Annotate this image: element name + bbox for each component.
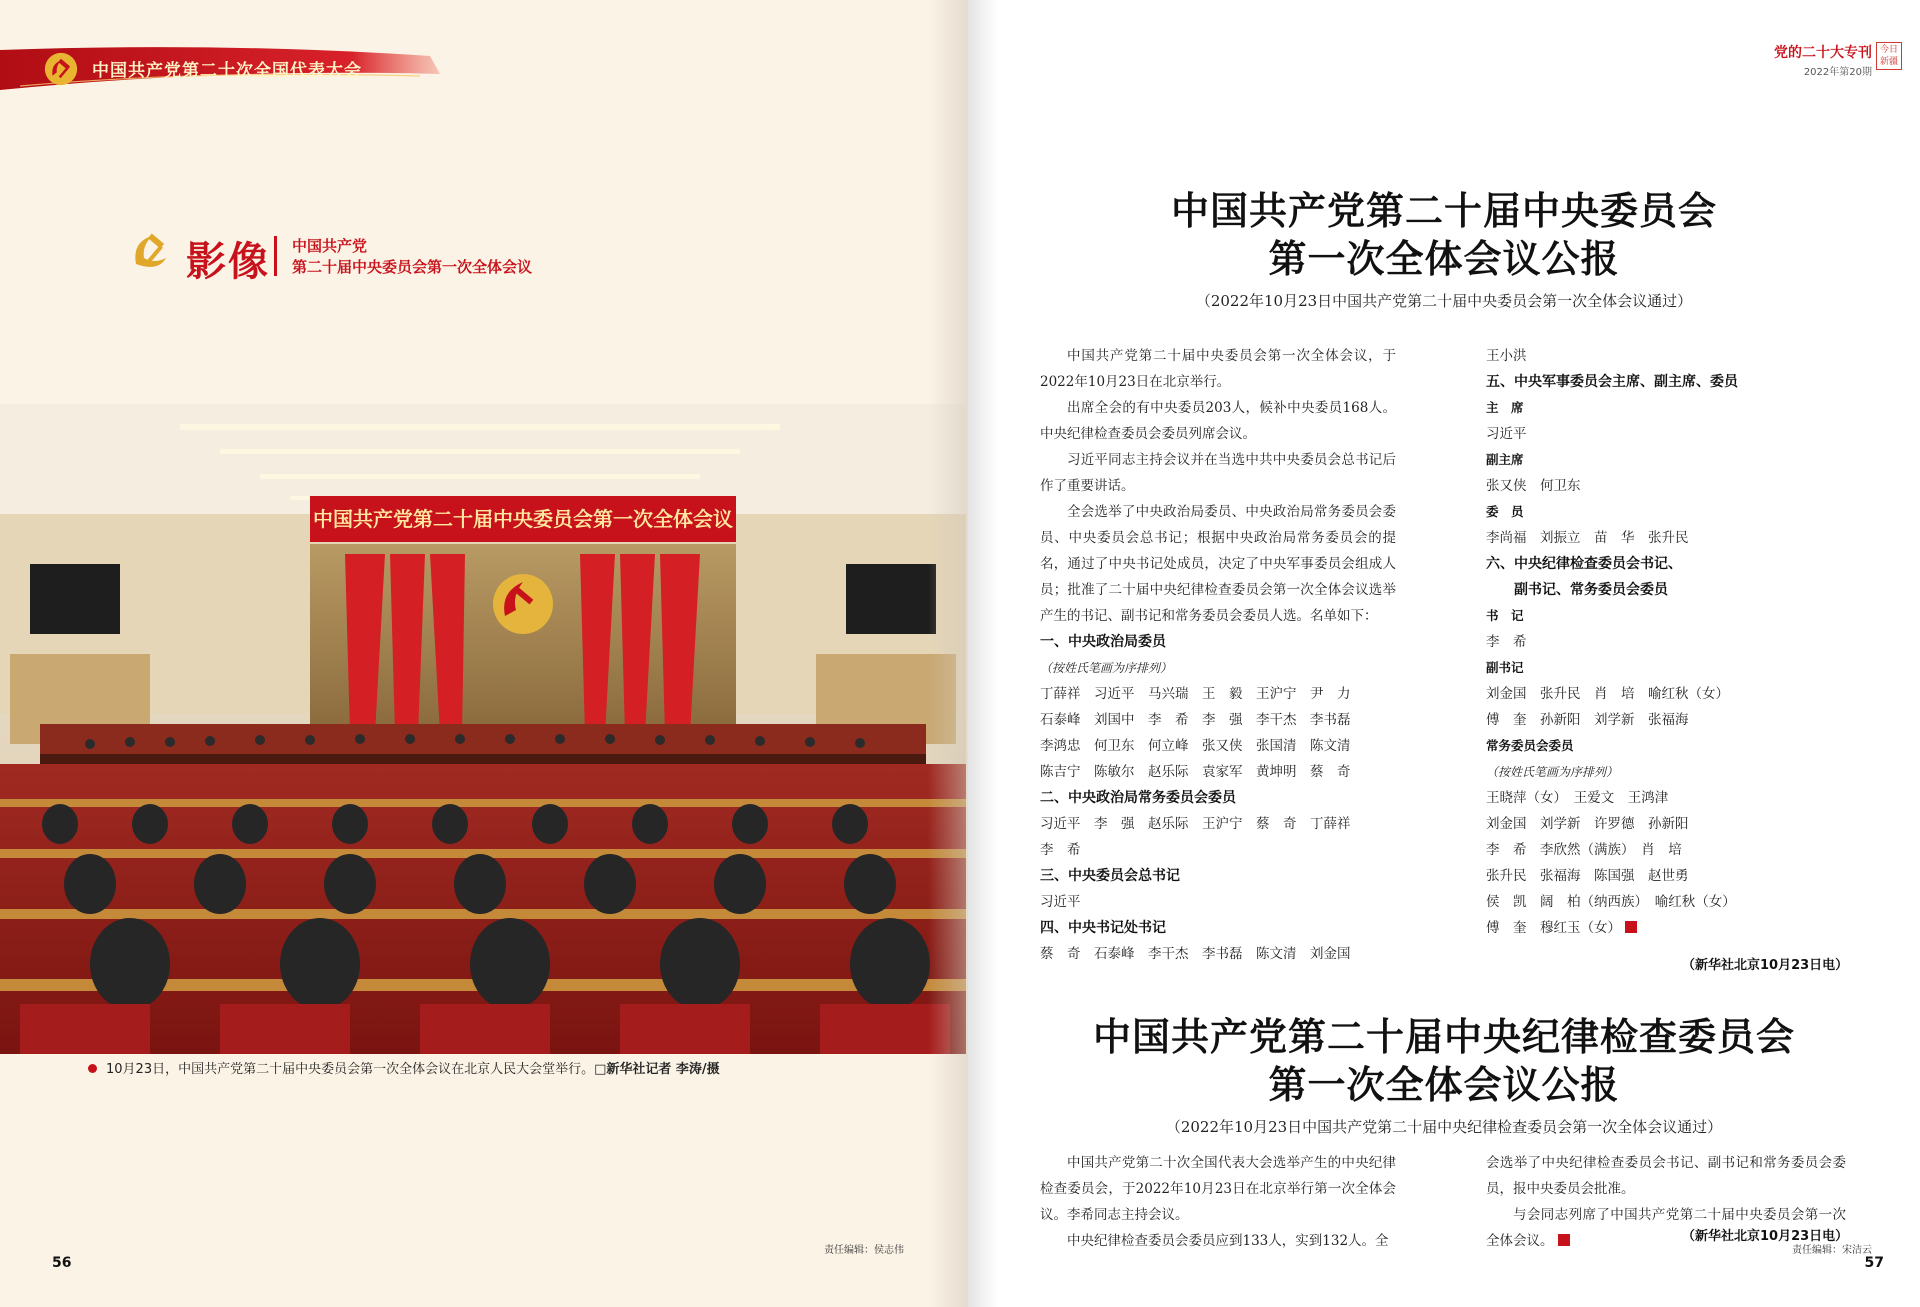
doc1-subheading: 常务委员会委员	[1486, 738, 1574, 753]
header-brand-title: 党的二十大专刊	[1774, 45, 1872, 61]
right-editor-credit: 责任编辑：宋洁云	[1792, 1245, 1872, 1256]
doc1-last-name-row: 傅 奎 穆红玉（女）	[1486, 920, 1621, 936]
hammer-sickle-icon	[128, 228, 176, 276]
doc1-name-row: 李 希 李欣然（满族） 肖 培	[1486, 842, 1682, 858]
doc1-dateline: （新华社北京10月23日电）	[1682, 958, 1849, 973]
plenary-session-photo	[0, 404, 966, 1054]
doc2-paragraph-text: 与会同志列席了中国共产党第二十届中央委员会第一次全体会议。	[1486, 1207, 1846, 1249]
caption-credit: □新华社记者 李涛/摄	[594, 1062, 720, 1077]
end-mark-icon	[1625, 921, 1637, 933]
left-editor-credit: 责任编辑：侯志伟	[824, 1245, 904, 1256]
party-emblem-icon	[44, 52, 78, 86]
doc1-subheading: 书 记	[1486, 608, 1524, 623]
doc1-adoption-note: （2022年10月23日中国共产党第二十届中央委员会第一次全体会议通过）	[1195, 292, 1693, 310]
doc1-heading: 三、中央委员会总书记	[1040, 868, 1180, 884]
doc1-name-row: 傅 奎 孙新阳 刘学新 张福海	[1486, 712, 1689, 728]
doc1-column-left	[1040, 343, 1396, 967]
doc1-name-row: 侯 凯 阔 柏（纳西族） 喻红秋（女）	[1486, 894, 1736, 910]
right-page-number: 57	[1864, 1255, 1884, 1271]
doc1-title-line1: 中国共产党第二十届中央委员会	[1170, 189, 1717, 233]
header-brand	[1774, 42, 1872, 78]
doc1-name-row: 习近平 李 强 赵乐际 王沪宁 蔡 奇 丁薛祥	[1040, 816, 1351, 832]
doc1-name-row: 蔡 奇 石泰峰 李干杰 李书磊 陈文清 刘金国	[1040, 946, 1351, 962]
section-subtitle-1: 中国共产党	[292, 237, 368, 255]
end-mark-icon	[1558, 1234, 1570, 1246]
doc1-name-row: 刘金国 张升民 肖 培 喻红秋（女）	[1486, 686, 1729, 702]
doc1-heading: 一、中央政治局委员	[1040, 634, 1166, 650]
doc2-column-left	[1040, 1150, 1396, 1254]
caption-bullet	[88, 1064, 97, 1073]
doc1-name-row: 李鸿忠 何卫东 何立峰 张又侠 张国清 陈文清	[1040, 738, 1351, 754]
doc1-name-row: 王晓萍（女） 王爱文 王鸿津	[1486, 790, 1669, 806]
doc1-name-row: 王小洪	[1486, 348, 1527, 364]
doc2-dateline: （新华社北京10月23日电）	[1682, 1229, 1849, 1244]
doc1-name-row: 李尚福 刘振立 苗 华 张升民	[1486, 530, 1689, 546]
doc1-subheading: 主 席	[1486, 400, 1524, 415]
doc1-heading: 六、中央纪律检查委员会书记、	[1486, 556, 1682, 572]
photo-banner-text: 中国共产党第二十届中央委员会第一次全体会议	[313, 507, 733, 531]
doc1-name-row: 习近平	[1486, 426, 1527, 442]
doc1-name-row: 陈吉宁 陈敏尔 赵乐际 袁家军 黄坤明 蔡 奇	[1040, 764, 1351, 780]
doc1-subheading: 副书记	[1486, 660, 1524, 675]
doc1-heading: 五、中央军事委员会主席、副主席、委员	[1486, 374, 1738, 390]
doc1-name-row: 李 希	[1040, 842, 1081, 858]
doc2-adoption-note: （2022年10月23日中国共产党第二十届中央纪律检查委员会第一次全体会议通过）	[1165, 1118, 1723, 1136]
doc1-column-right	[1486, 343, 1846, 941]
doc1-name-row: 刘金国 刘学新 许罗德 孙新阳	[1486, 816, 1689, 832]
doc1-order-note: （按姓氏笔画为序排列）	[1486, 765, 1619, 779]
doc1-paragraph: 出席全会的有中央委员203人，候补中央委员168人。中央纪律检查委员会委员列席会议。	[1040, 400, 1396, 442]
section-subtitle-2: 第二十届中央委员会第一次全体会议	[292, 258, 533, 276]
left-page-number: 56	[52, 1255, 72, 1271]
doc1-subheading: 委 员	[1486, 504, 1524, 519]
doc2-title-line2: 第一次全体会议公报	[1268, 1063, 1620, 1107]
doc1-heading: 二、中央政治局常务委员会委员	[1040, 790, 1236, 806]
doc1-name-row: 张升民 张福海 陈国强 赵世勇	[1486, 868, 1689, 884]
section-title: 影像	[186, 239, 270, 285]
doc2-paragraph: 中央纪律检查委员会委员应到133人，实到132人。全	[1067, 1233, 1389, 1249]
doc1-name-row: 石泰峰 刘国中 李 希 李 强 李干杰 李书磊	[1040, 712, 1351, 728]
right-page	[968, 0, 1920, 1307]
hall-illustration	[0, 404, 966, 1054]
doc1-order-note: （按姓氏笔画为序排列）	[1040, 661, 1173, 675]
doc1-paragraph: 全会选举了中央政治局委员、中央政治局常务委员会委员、中央委员会总书记；根据中央政治局常务委员会的提名，通过了中央书记处成员，决定了中央军事委员会组成人员；批准了二十届中央纪律检查委员会第一次全体会议选举产生的书记、副书记和常务委员会委员人选。名单如下：	[1040, 504, 1396, 624]
doc2-paragraph: 中国共产党第二十次全国代表大会选举产生的中央纪律检查委员会，于2022年10月23日在北京举行第一次全体会议。李希同志主持会议。	[1040, 1155, 1396, 1223]
doc1-name-row: 张又侠 何卫东	[1486, 478, 1581, 494]
doc1-name-row: 李 希	[1486, 634, 1527, 650]
doc1-heading: 副书记、常务委员会委员	[1514, 582, 1668, 598]
caption-text: 10月23日，中国共产党第二十届中央委员会第一次全体会议在北京人民大会堂举行。	[106, 1062, 595, 1077]
header-issue: 2022年第20期	[1803, 67, 1872, 78]
section-divider	[274, 236, 277, 276]
doc1-heading: 四、中央书记处书记	[1040, 920, 1166, 936]
magazine-logo: 今日新疆	[1876, 42, 1902, 70]
doc1-paragraph: 习近平同志主持会议并在当选中共中央委员会总书记后作了重要讲话。	[1040, 452, 1396, 494]
doc1-paragraph: 中国共产党第二十届中央委员会第一次全体会议，于2022年10月23日在北京举行。	[1040, 348, 1396, 390]
doc1-name-row	[1486, 915, 1846, 941]
doc2-paragraph: 会选举了中央纪律检查委员会书记、副书记和常务委员会委员，报中央委员会批准。	[1486, 1155, 1846, 1197]
photo-caption	[106, 1058, 720, 1077]
doc1-title-line2: 第一次全体会议公报	[1268, 237, 1620, 281]
doc1-name-row: 习近平	[1040, 894, 1081, 910]
doc1-name-row: 丁薛祥 习近平 马兴瑞 王 毅 王沪宁 尹 力	[1040, 686, 1351, 702]
doc2-title-line1: 中国共产党第二十届中央纪律检查委员会	[1092, 1015, 1795, 1059]
doc1-subheading: 副主席	[1486, 452, 1524, 467]
header-ribbon-text: 中国共产党第二十次全国代表大会	[92, 61, 362, 81]
